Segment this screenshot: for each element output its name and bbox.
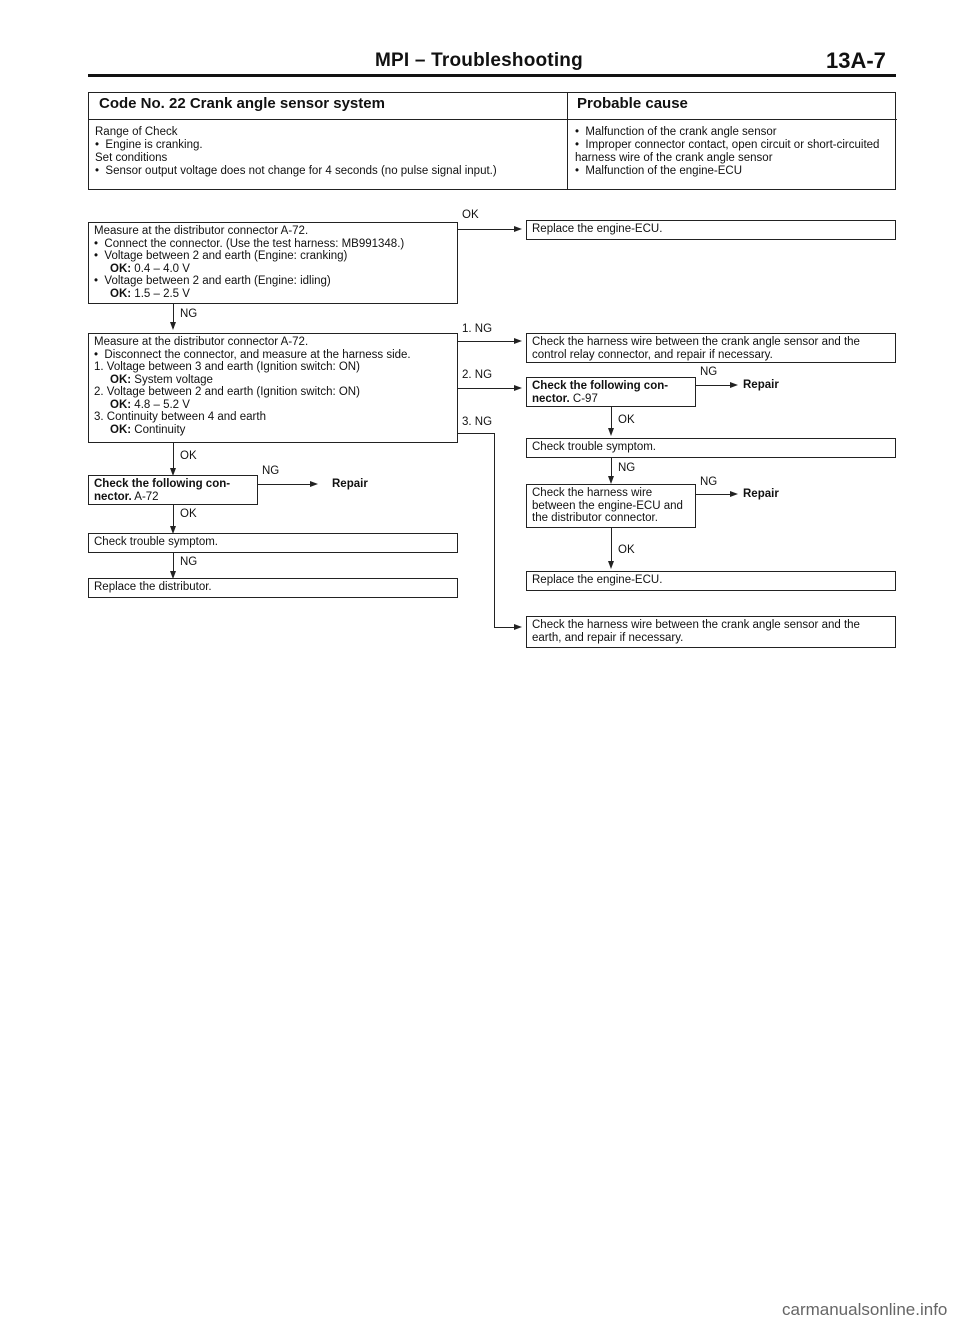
replace-ecu-box-1: Replace the engine-ECU. [526,220,896,240]
measure-box-1: Measure at the distributor connector A-72. • Connect the connector. (Use the test harness: MB991348.) • Voltage between 2 and earth (Engine: cranking) OK: 0.4 – 4.0 V • Voltage between 2 and earth (Engine: idling) OK: 1.5 – 2.5 V [88,222,458,304]
box1-ok-label: OK [462,209,479,221]
ng2-label: 2. NG [462,369,493,381]
box1-ng-label: NG [180,308,198,320]
symptom-r-ng-label: NG [618,462,636,474]
ng1-label: 1. NG [462,323,493,335]
check-a72-box: Check the following con-nector. A-72 [88,475,258,505]
repair-c97: Repair [743,379,779,391]
check-c97-box: Check the following con-nector. C-97 [526,377,696,407]
range-bullet: • Engine is cranking. [95,139,560,152]
check-harness-ecu-box: Check the harness wire between the engine-ECU and the distributor connector. [526,484,696,528]
repair-a72: Repair [332,478,368,490]
page-number: 13A-7 [826,48,886,73]
measure-box-2: Measure at the distributor connector A-72. • Disconnect the connector, and measure at the harness side. 1. Voltage between 3 and earth (Ignition switch: ON) OK: System voltage 2. Voltage between 2 and earth (Ignition switch: ON) OK: 4.8 – 5.2 V 3. Continuity between 4 and earth OK: Continuity [88,333,458,443]
cause-header: Probable cause [577,95,688,112]
site-watermark: carmanualsonline.info [782,1300,948,1319]
repair-harness-ecu: Repair [743,488,779,500]
check-symptom-right-box: Check trouble symptom. [526,438,896,458]
c97-ok-label: OK [618,414,635,426]
page-title: MPI – Troubleshooting [375,50,583,71]
c97-ng-label: NG [700,366,718,378]
box2-ok-label: OK [180,450,197,462]
cause-3: • Malfunction of the engine-ECU [575,165,891,178]
a72-ok-label: OK [180,508,197,520]
ng3-label: 3. NG [462,416,493,428]
code-header: Code No. 22 Crank angle sensor system [99,95,385,112]
range-line: Range of Check [95,126,178,138]
header-rule [88,74,896,77]
check-symptom-left-box: Check trouble symptom. [88,533,458,553]
harness-ecu-ok-label: OK [618,544,635,556]
set-line: Set conditions [95,152,168,164]
cause-2: • Improper connector contact, open circuit or short-circuited harness wire of the crank angle sensor [575,139,891,165]
code-table [88,92,896,190]
symptom-l-ng-label: NG [180,556,198,568]
set-bullet: • Sensor output voltage does not change for 4 seconds (no pulse signal input.) [95,165,560,178]
a72-ng-label: NG [262,465,280,477]
replace-distributor-box: Replace the distributor. [88,578,458,598]
replace-ecu-box-2: Replace the engine-ECU. [526,571,896,591]
check-relay-box: Check the harness wire between the crank angle sensor and the control relay connector, and repair if necessary. [526,333,896,363]
cause-1: • Malfunction of the crank angle sensor [575,126,891,139]
check-earth-box: Check the harness wire between the crank angle sensor and the earth, and repair if necessary. [526,616,896,648]
harness-ecu-ng-label: NG [700,476,718,488]
